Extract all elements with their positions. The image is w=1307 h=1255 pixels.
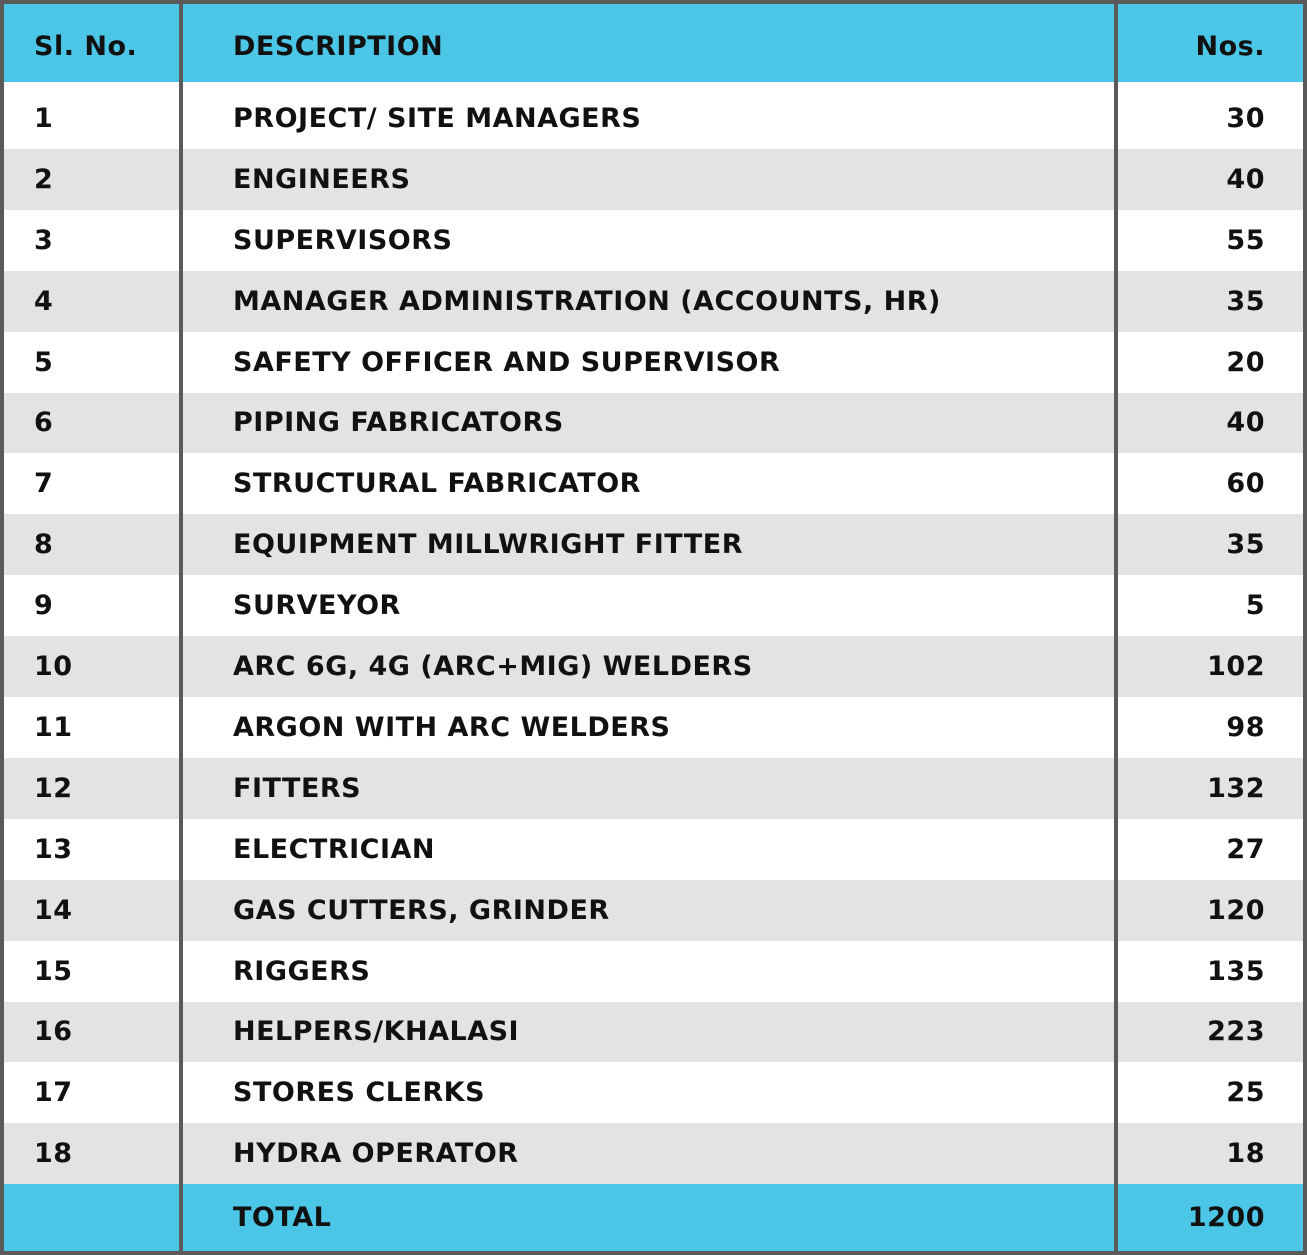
cell-sl-no: 10 [34,651,73,683]
cell-description: RIGGERS [233,955,371,987]
cell-nos: 35 [1226,285,1265,317]
cell-nos: 135 [1207,955,1265,987]
cell-sl-no: 16 [34,1016,73,1048]
table-row [4,1002,1303,1063]
cell-description: HELPERS/KHALASI [233,1016,520,1048]
cell-sl-no: 3 [34,224,54,256]
table-row [4,271,1303,332]
cell-nos: 18 [1226,1138,1265,1170]
cell-nos: 40 [1226,407,1265,439]
cell-sl-no: 12 [34,772,73,804]
cell-description: PROJECT/ SITE MANAGERS [233,102,642,134]
table-row [4,575,1303,636]
table-row [4,819,1303,880]
table-row [4,149,1303,210]
cell-nos: 55 [1226,224,1265,256]
column-divider-2 [1114,4,1118,1251]
table-row [4,514,1303,575]
table-row [4,1123,1303,1184]
cell-sl-no: 5 [34,346,54,378]
cell-sl-no: 4 [34,285,54,317]
cell-nos: 132 [1207,772,1265,804]
header-sl-no: Sl. No. [34,30,138,62]
cell-description: ENGINEERS [233,163,411,195]
cell-nos: 60 [1226,468,1265,500]
cell-description: ARGON WITH ARC WELDERS [233,711,671,743]
cell-description: ELECTRICIAN [233,833,436,865]
column-divider-1 [179,4,183,1251]
table-row [4,88,1303,149]
cell-sl-no: 18 [34,1138,73,1170]
total-label: TOTAL [233,1202,332,1233]
cell-sl-no: 8 [34,529,54,561]
cell-description: SUPERVISORS [233,224,453,256]
table-row [4,453,1303,514]
table-header-row [4,4,1303,82]
cell-sl-no: 1 [34,102,54,134]
cell-description: FITTERS [233,772,362,804]
table-row [4,697,1303,758]
table-row [4,393,1303,454]
table-row [4,1062,1303,1123]
table-total-row [4,1184,1303,1251]
table-row [4,880,1303,941]
total-value: 1200 [1187,1202,1265,1233]
table-row [4,636,1303,697]
cell-nos: 20 [1226,346,1265,378]
cell-description: ARC 6G, 4G (ARC+MIG) WELDERS [233,651,753,683]
cell-sl-no: 13 [34,833,73,865]
cell-sl-no: 7 [34,468,54,500]
table-row [4,332,1303,393]
cell-sl-no: 9 [34,590,54,622]
cell-description: HYDRA OPERATOR [233,1138,519,1170]
cell-nos: 5 [1245,590,1265,622]
table-row [4,210,1303,271]
cell-description: MANAGER ADMINISTRATION (ACCOUNTS, HR) [233,285,941,317]
cell-description: STRUCTURAL FABRICATOR [233,468,641,500]
cell-nos: 35 [1226,529,1265,561]
cell-description: GAS CUTTERS, GRINDER [233,894,610,926]
cell-nos: 30 [1226,102,1265,134]
table-row [4,941,1303,1002]
cell-nos: 27 [1226,833,1265,865]
cell-description: SAFETY OFFICER AND SUPERVISOR [233,346,781,378]
cell-description: EQUIPMENT MILLWRIGHT FITTER [233,529,743,561]
header-description: DESCRIPTION [233,30,444,62]
cell-sl-no: 15 [34,955,73,987]
cell-description: PIPING FABRICATORS [233,407,564,439]
cell-description: STORES CLERKS [233,1077,486,1109]
cell-sl-no: 17 [34,1077,73,1109]
cell-nos: 25 [1226,1077,1265,1109]
cell-nos: 40 [1226,163,1265,195]
cell-sl-no: 14 [34,894,73,926]
cell-nos: 223 [1207,1016,1265,1048]
header-nos: Nos. [1195,30,1265,62]
cell-sl-no: 11 [34,711,73,743]
cell-nos: 98 [1226,711,1265,743]
cell-sl-no: 6 [34,407,54,439]
cell-description: SURVEYOR [233,590,401,622]
cell-nos: 102 [1207,651,1265,683]
cell-sl-no: 2 [34,163,54,195]
cell-nos: 120 [1207,894,1265,926]
table-row [4,758,1303,819]
